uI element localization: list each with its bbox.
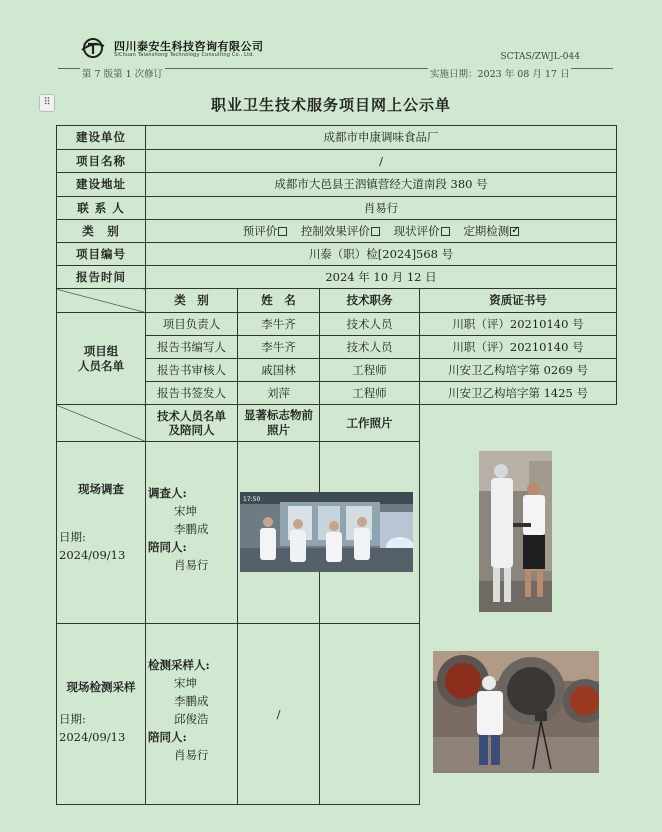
unit-value: 成都市申康调味食品厂 <box>146 126 617 150</box>
sampling-landmark-photo: / <box>238 624 320 805</box>
team-header-cert: 资质证书号 <box>420 289 617 313</box>
team-member-name: 刘萍 <box>238 382 320 405</box>
team-member-cert: 川安卫乙构培字第 1425 号 <box>420 382 617 405</box>
work-photo-header: 工作照片 <box>320 405 420 442</box>
document-code: SCTAS/ZWJL-044 <box>500 52 580 62</box>
checkbox-periodic-test[interactable] <box>510 227 519 236</box>
team-member-title: 技术人员 <box>320 313 420 336</box>
drag-handle-icon[interactable]: ⠿ <box>39 94 55 112</box>
team-member-name: 李牛齐 <box>238 313 320 336</box>
address-value: 成都市大邑县王泗镇营经大道南段 380 号 <box>146 173 617 197</box>
staff-list-header: 技术人员名单 及陪同人 <box>146 405 238 442</box>
work-photo <box>479 451 552 612</box>
companion-label: 陪同人: <box>148 540 187 554</box>
investigator-name: 宋坤 <box>174 504 197 518</box>
sampling-work-photo <box>433 651 599 773</box>
team-header-name: 姓 名 <box>238 289 320 313</box>
survey-date-label: 日期: <box>59 530 86 544</box>
sampling-date: 2024/09/13 <box>59 730 126 744</box>
team-member-cert: 川安卫乙构培字第 0269 号 <box>420 359 617 382</box>
sampler-label: 检测采样人: <box>148 658 210 672</box>
survey-title: 现场调查 <box>78 482 124 496</box>
company-logo <box>80 37 106 59</box>
category-option-pre: 预评价 <box>243 224 298 238</box>
unit-label: 建设单位 <box>57 126 146 150</box>
team-member-cert: 川职（评）20210140 号 <box>420 336 617 359</box>
team-role: 报告书审核人 <box>146 359 238 382</box>
project-name-value: / <box>146 150 617 173</box>
project-code-value: 川泰（职）检[2024]568 号 <box>146 243 617 266</box>
diagonal-cell <box>57 289 146 313</box>
contact-value: 肖易行 <box>146 197 617 220</box>
contact-label: 联 系 人 <box>57 197 146 220</box>
team-label: 项目组 人员名单 <box>57 313 146 405</box>
team-member-title: 工程师 <box>320 382 420 405</box>
team-role: 报告书签发人 <box>146 382 238 405</box>
report-time-label: 报告时间 <box>57 266 146 289</box>
companion-name: 肖易行 <box>174 748 209 762</box>
page-title: 职业卫生技术服务项目网上公示单 <box>210 96 451 114</box>
checkbox-pre-eval[interactable] <box>278 227 287 236</box>
team-role: 报告书编写人 <box>146 336 238 359</box>
sampling-section <box>57 624 146 805</box>
team-member-title: 工程师 <box>320 359 420 382</box>
sampling-work-photo-cell <box>320 624 420 805</box>
category-label: 类 别 <box>57 220 146 243</box>
team-role: 项目负责人 <box>146 313 238 336</box>
sampling-title: 现场检测采样 <box>66 680 136 694</box>
survey-section <box>57 442 146 624</box>
diagonal-cell <box>57 405 146 442</box>
team-member-cert: 川职（评）20210140 号 <box>420 313 617 336</box>
investigator-label: 调查人: <box>148 486 187 500</box>
project-name-label: 项目名称 <box>57 150 146 173</box>
version-text: 第 7 版第 1 次修订 <box>80 66 165 80</box>
investigator-name: 李鹏成 <box>174 522 209 536</box>
category-option-control: 控制效果评价 <box>301 224 390 238</box>
implementation-date: 实施日期：2023 年 08 月 17 日 <box>428 66 571 80</box>
photo-timestamp: 17:50 <box>243 496 261 503</box>
sampling-staff-list <box>146 624 238 805</box>
team-member-name: 戚国林 <box>238 359 320 382</box>
team-member-title: 技术人员 <box>320 336 420 359</box>
team-header-category: 类 别 <box>146 289 238 313</box>
project-code-label: 项目编号 <box>57 243 146 266</box>
team-member-name: 李牛齐 <box>238 336 320 359</box>
companion-label: 陪同人: <box>148 730 187 744</box>
address-label: 建设地址 <box>57 173 146 197</box>
team-header-title: 技术职务 <box>320 289 420 313</box>
landmark-photo <box>240 492 413 572</box>
checkbox-status-eval[interactable] <box>441 227 450 236</box>
survey-staff-list <box>146 442 238 624</box>
category-options <box>146 220 617 243</box>
sampler-name: 宋坤 <box>174 676 197 690</box>
report-time-value: 2024 年 10 月 12 日 <box>146 266 617 289</box>
company-name-en: SiChuan Taianshong Technology Consulting Co., Ltd. <box>114 52 255 58</box>
sampler-name: 李鹏成 <box>174 694 209 708</box>
category-option-periodic: 定期检测✓ <box>463 224 519 238</box>
landmark-photo-header: 显著标志物前照片 <box>238 405 320 442</box>
sampling-date-label: 日期: <box>59 712 86 726</box>
checkbox-control-eval[interactable] <box>371 227 380 236</box>
survey-date: 2024/09/13 <box>59 548 126 562</box>
category-option-status: 现状评价 <box>394 224 460 238</box>
sampler-name: 邱俊浩 <box>174 712 209 726</box>
company-name-cn: 四川泰安生科技咨询有限公司 <box>114 40 264 53</box>
companion-name: 肖易行 <box>174 558 209 572</box>
